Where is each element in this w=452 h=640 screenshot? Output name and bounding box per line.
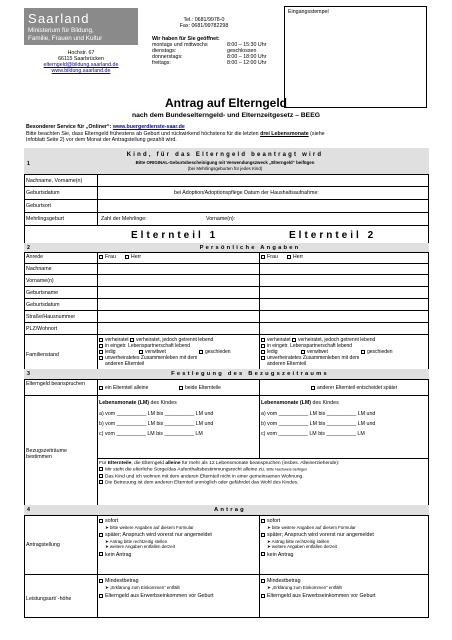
logo-ministry-line-2: Familie, Frauen und Kultur [28, 35, 103, 42]
single-intro-c: , die Elterngeld [131, 461, 164, 466]
page-title: Antrag auf Elterngeld [164, 96, 287, 110]
lm-blank[interactable]: __________ [116, 431, 146, 437]
lm-blank[interactable]: __________ [116, 411, 147, 417]
erwerb-checkbox[interactable] [261, 594, 265, 598]
herr-checkbox-p2[interactable] [287, 255, 291, 259]
familienstand-p2 [261, 337, 426, 367]
erwerb-checkbox[interactable] [99, 594, 103, 598]
getrennt-label: verheiratet, jedoch getrennt lebend [298, 337, 376, 343]
lm-blank[interactable]: __________ [164, 421, 195, 427]
mindest-checkbox[interactable] [261, 579, 265, 583]
contact-fax: Fax: 0681/99782298 [179, 23, 229, 30]
row-plz: PLZ/Wohnort [26, 326, 58, 332]
spaeter-label: später; Anspruch wird vorerst nur angemeldet [267, 532, 374, 539]
hours-time: 8:00 – 15:30 Uhr [227, 42, 267, 49]
getrennt-label: verheiratet, jedoch getrennt lebend [136, 337, 214, 343]
section4-title: Antrag [214, 507, 246, 513]
section1-note2: (bei Mehrlingsgeburten für jedes Kind) [187, 166, 263, 171]
unverheiratet-label: unverheiratetes Zusammenleben mit dem [267, 355, 360, 361]
single-intro-b: Elternteile [107, 461, 132, 466]
lm-suffix: des Kindes [312, 400, 339, 406]
sofort-checkbox[interactable] [99, 519, 103, 523]
lm-blank[interactable]: __________ [164, 411, 195, 417]
lm-blank[interactable]: __________ [278, 421, 309, 427]
bezug-label: Elterngeld beanspruchen [26, 381, 85, 387]
unverheiratet-label: unverheiratetes Zusammenleben mit dem [105, 355, 198, 361]
wohnung-label: Das Kind und ich wohnen mit dem anderen Elternteil nicht in einer gemeinsamen Wohnung. [105, 474, 304, 480]
verheiratet-checkbox[interactable] [261, 338, 265, 342]
opening-hours [152, 36, 284, 66]
lm-block-p2 [261, 399, 426, 438]
hours-title: Wir haben für Sie geöffnet: [152, 36, 220, 42]
opt-spaeter-checkbox[interactable] [311, 386, 315, 390]
hours-day: dienstags: [152, 48, 177, 55]
unverheiratet-checkbox[interactable] [261, 356, 265, 360]
familienstand-label: Familienstand [26, 352, 59, 358]
lm-prefix: c) vom [99, 431, 115, 437]
geschieden-label: geschieden [367, 349, 393, 355]
opt-spaeter-label: anderer Elternteil entscheidet später [317, 385, 398, 391]
lm-title: Lebensmonate (LM) [99, 400, 150, 406]
spaeter-sub2: weitere Angaben entfallen derzeit [109, 544, 175, 550]
lm-end: LM [195, 431, 203, 437]
contact-tel: Tel.: 0681/9978-0 [183, 17, 225, 23]
lm-end: LM und [357, 421, 376, 427]
row-vorname: Vorname(n) [26, 278, 54, 284]
partnerschaft-label: in eingetr. Lebenspartnerschaft lebend [105, 343, 191, 349]
online-prefix: Besonderer Service für „Onliner“: [26, 124, 112, 130]
kein-antrag-checkbox[interactable] [261, 552, 265, 556]
section2-number: 2 [27, 245, 30, 251]
antrag-label: Antragstellung [26, 542, 60, 548]
lm-title: Lebensmonate (LM) [261, 400, 312, 406]
address-block [24, 50, 138, 74]
lm-mid: LM [147, 421, 155, 427]
verwitwet-label: verwitwet [145, 349, 166, 355]
frau-label: Frau [105, 254, 116, 260]
period-label: Bezugszeiträume bestimmen [26, 448, 67, 461]
section3-title: Festlegung des Bezugszeitraums [171, 371, 329, 377]
logo [24, 8, 138, 45]
verheiratet-label: verheiratet [267, 337, 291, 343]
erwerb-label: Elterngeld aus Erwerbseinkommen vor Geburt [105, 593, 214, 600]
stamp-label: Eingangsstempel [288, 9, 329, 15]
lm-bis: bis [156, 411, 164, 417]
online-service [26, 124, 426, 130]
lm-blank[interactable]: __________ [164, 431, 194, 437]
multi-label: Mehrlingsgeburt [26, 216, 64, 222]
ledig-label: ledig [267, 349, 278, 355]
row-nachname: Nachname [26, 266, 52, 272]
web-link[interactable]: www.bildung.saarland.de [51, 68, 111, 75]
mindest-sub: „Erklärung zum Einkommen“ entfällt [271, 585, 342, 590]
intro-text [26, 131, 430, 143]
herr-label: Herr [130, 254, 142, 260]
section2-title: Persönliche Angaben [199, 245, 301, 251]
parent2-header: Elternteil 2 [289, 230, 377, 241]
mindest-checkbox[interactable] [99, 579, 103, 583]
spaeter-label: später; Anspruch wird vorerst nur angemeldet [105, 532, 212, 539]
sofort-checkbox[interactable] [261, 519, 265, 523]
section1-note: Bitte ORIGINAL-Geburtsbescheinigung mit Verwendungszweck „Elterngeld“ beifügen [135, 160, 315, 165]
mindest-sub: „Erklärung zum Einkommen“ entfällt [109, 585, 180, 590]
verheiratet-checkbox[interactable] [99, 338, 103, 342]
row-geburtsname: Geburtsname [26, 290, 59, 296]
lm-mid: LM [309, 411, 317, 417]
sofort-label: sofort [267, 518, 281, 524]
lm-suffix: des Kindes [150, 400, 177, 406]
page-subtitle: nach dem Bundeselterngeld- und Elternzeitgesetz – BEEG [131, 112, 321, 119]
intro-line2: Infoblatt Seite 2) vor dem Monat der Antragstellung gezahlt wird. [26, 137, 177, 144]
row-child-name: Nachname, Vorname(n) [26, 178, 83, 184]
geschieden-label: geschieden [205, 349, 231, 355]
unverheiratet-checkbox[interactable] [99, 356, 103, 360]
lm-bis: bis [156, 421, 164, 427]
anderen-label: anderen Elternteil [267, 361, 307, 367]
section4-number: 4 [27, 507, 30, 513]
leistung-p1: Mindestbetrag ➤ „Erklärung zum Einkommen“ entfällt Elterngeld aus Erwerbseinkommen vor Geburt [99, 578, 257, 600]
lm-blank[interactable]: __________ [278, 411, 309, 417]
verheiratet-label: verheiratet [105, 337, 129, 343]
anderen-label: anderen Elternteil [105, 361, 145, 367]
bezug-options [99, 385, 427, 391]
single-intro-a: Für [99, 461, 107, 466]
herr-checkbox-p1[interactable] [125, 255, 129, 259]
lm-block-p1 [99, 399, 259, 438]
single-intro-e: für mehr als 12 Lebensmonate beanspruchen (insbes. Alleinerziehende): [181, 461, 340, 466]
antrag-p1: sofort ➤ bitte weitere Angaben auf diesem Formular später; Anspruch wird vorerst nur angemeldet ➤ Antrag bitte rechtzeitig stellen ➤ weitere Angaben entfallen derzeit kein Antrag [99, 518, 257, 559]
lm-prefix: a) vom [261, 411, 278, 417]
lm-end: LM und [195, 411, 214, 417]
erwerb-label: Elterngeld aus Erwerbseinkommen vor Geburt [267, 593, 376, 600]
anrede-label: Anrede [26, 254, 44, 260]
section3-number: 3 [27, 371, 30, 377]
kein-antrag-label: kein Antrag [267, 551, 294, 558]
opt-alleine-label: ein Elternteil alleine [105, 385, 149, 391]
leistung-p2: Mindestbetrag ➤ „Erklärung zum Einkommen“ entfällt Elterngeld aus Erwerbseinkommen vor Geburt [261, 578, 426, 600]
lm-blank[interactable]: __________ [326, 431, 356, 437]
lm-end: LM [357, 431, 365, 437]
lm-bis: bis [318, 431, 325, 437]
hours-time: 8:00 – 18:00 Uhr [227, 54, 267, 61]
frau-label: Frau [267, 254, 278, 260]
row-child-birthplace: Geburtsort [26, 203, 52, 209]
lm-prefix: b) vom [261, 421, 278, 427]
spaeter-checkbox[interactable] [99, 533, 103, 537]
frau-checkbox-p1[interactable] [99, 255, 103, 259]
spaeter-sub1: Antrag bitte rechtzeitig stellen [271, 539, 330, 545]
p1-anrede [99, 254, 141, 260]
lm-mid: LM [309, 421, 317, 427]
partnerschaft-checkbox[interactable] [99, 344, 103, 348]
hours-time: 8:00 – 12:00 Uhr [227, 60, 267, 67]
hours-day: donnerstags: [152, 54, 183, 61]
lm-blank[interactable]: __________ [116, 421, 147, 427]
leistung-label: Leistungsart/ -höhe [26, 596, 72, 602]
section1-number: 1 [27, 161, 30, 167]
lm-end: LM und [357, 411, 376, 417]
row-strasse: Straße/Hausnummer [26, 314, 76, 320]
lm-blank[interactable]: __________ [326, 411, 357, 417]
verwitwet-checkbox[interactable] [301, 350, 305, 354]
hours-day: montags und mittwochs [152, 42, 208, 49]
sofort-sub: bitte weitere Angaben auf diesem Formular [271, 525, 356, 530]
wohnung-checkbox[interactable] [99, 474, 103, 478]
sorge-label: Mir steht die elterliche Sorge/das Aufenthaltsbestimmungsrecht alleine zu. [105, 467, 266, 473]
herr-label: Herr [292, 254, 304, 260]
geschieden-checkbox[interactable] [361, 350, 365, 354]
logo-name: Saarland [28, 11, 90, 26]
intro-bold: drei Lebensmonate [260, 131, 309, 137]
partnerschaft-checkbox[interactable] [261, 344, 265, 348]
address-city: 66115 Saarbrücken [58, 56, 104, 63]
stamp-box [284, 6, 427, 108]
familienstand-p1 [99, 337, 257, 367]
betreuung-label: Die Betreuung ist dem anderen Elternteil unmöglich oder gefährdet das Wohl des Kindes. [105, 480, 299, 486]
sofort-label: sofort [105, 518, 119, 524]
lm-mid: LM [147, 411, 155, 417]
opt-beide-label: beide Elternteile [185, 385, 221, 391]
lm-end: LM und [195, 421, 214, 427]
mindest-label: Mindestbetrag [105, 578, 139, 584]
lm-bis: bis [156, 431, 163, 437]
row-geburtsdatum: Geburtsdatum [26, 302, 60, 308]
lm-prefix: b) vom [99, 421, 116, 427]
ledig-checkbox[interactable] [99, 350, 103, 354]
hours-day: freitags: [152, 60, 171, 67]
intro-part2: (siehe [310, 131, 325, 137]
opt-beide-checkbox[interactable] [179, 386, 183, 390]
antrag-p2: sofort ➤ bitte weitere Angaben auf diesem Formular später; Anspruch wird vorerst nur angemeldet ➤ Antrag bitte rechtzeitig stellen ➤ weitere Angaben entfallen derzeit kein Antrag [261, 518, 426, 559]
parent1-header: Elternteil 1 [131, 230, 219, 241]
verwitwet-checkbox[interactable] [139, 350, 143, 354]
geschieden-checkbox[interactable] [199, 350, 203, 354]
mindest-label: Mindestbetrag [267, 578, 301, 584]
hours-time: geschlossen [227, 48, 257, 55]
sofort-sub: bitte weitere Angaben auf diesem Formular [109, 525, 194, 530]
betreuung-checkbox[interactable] [99, 480, 103, 484]
lm-prefix: c) vom [261, 431, 277, 437]
multi-names: Vorname(n): [206, 216, 236, 222]
contact-block [150, 17, 258, 29]
lm-mid: LM [309, 431, 317, 437]
multi-count: Zahl der Mehrlinge: [101, 216, 147, 222]
ledig-checkbox[interactable] [261, 350, 265, 354]
intro-part1: Bitte beachten Sie, dass Elterngeld frühestens ab Geburt und rückwirkend höchstens für die letzten [26, 131, 259, 137]
lm-mid: LM [147, 431, 155, 437]
verwitwet-label: verwitwet [307, 349, 328, 355]
partnerschaft-label: in eingetr. Lebenspartnerschaft lebend [267, 343, 353, 349]
adoption-label: bei Adoption/Adoptionspflege Datum der Haushaltsaufnahme: [174, 190, 319, 196]
lm-blank[interactable]: __________ [278, 431, 308, 437]
section1-title: Kind, für das Elterngeld beantragt wird [126, 152, 324, 158]
frau-checkbox-p2[interactable] [261, 255, 265, 259]
online-url[interactable]: www.buergerdienste-saar.de [112, 124, 185, 130]
row-child-birthdate: Geburtsdatum [26, 190, 60, 196]
p2-anrede [261, 254, 303, 260]
opt-alleine-checkbox[interactable] [99, 386, 103, 390]
lm-blank[interactable]: __________ [326, 421, 357, 427]
spaeter-checkbox[interactable] [261, 533, 265, 537]
sorge-checkbox[interactable] [99, 467, 103, 471]
single-parent-block [99, 461, 427, 487]
getrennt-checkbox[interactable] [292, 338, 296, 342]
kein-antrag-checkbox[interactable] [99, 552, 103, 556]
lm-bis: bis [318, 411, 326, 417]
ledig-label: ledig [105, 349, 116, 355]
getrennt-checkbox[interactable] [130, 338, 134, 342]
proof-note: Bitte Nachweis beifügen [266, 467, 308, 472]
spaeter-sub2: weitere Angaben entfallen derzeit [271, 544, 337, 550]
spaeter-sub1: Antrag bitte rechtzeitig stellen [109, 539, 168, 545]
lm-bis: bis [318, 421, 326, 427]
single-intro-d: alleine [165, 461, 181, 466]
lm-prefix: a) vom [99, 411, 116, 417]
address-street: Hochstr. 67 [67, 50, 95, 56]
email-link[interactable]: elterngeld@bildung.saarland.de [43, 62, 119, 69]
kein-antrag-label: kein Antrag [105, 551, 132, 558]
logo-ministry-line-1: Ministerium für Bildung, [28, 27, 94, 34]
